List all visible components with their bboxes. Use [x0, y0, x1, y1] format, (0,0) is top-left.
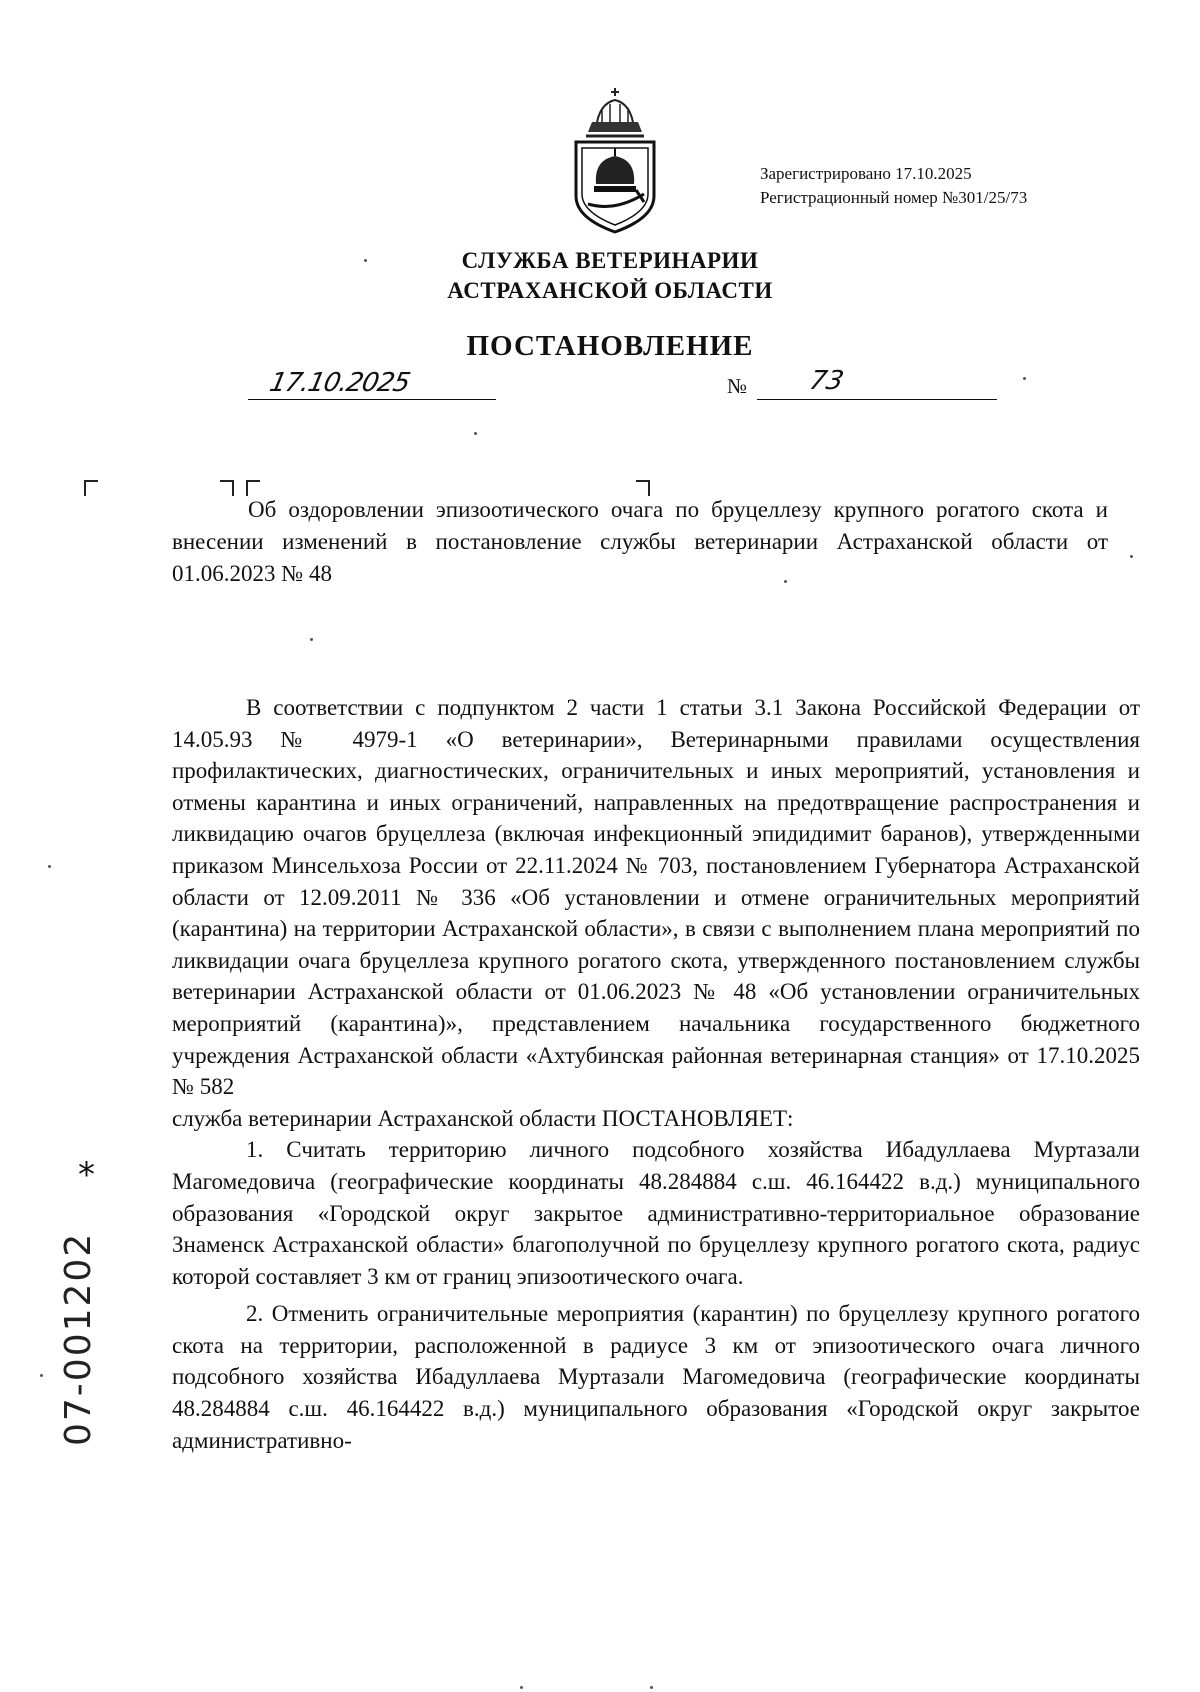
registration-date: Зарегистрировано 17.10.2025 [760, 164, 972, 183]
coat-of-arms-icon [566, 86, 664, 236]
scan-speck [48, 865, 51, 868]
scan-speck [1023, 377, 1026, 380]
margin-asterisk: * [78, 1155, 95, 1195]
bracket-corner [84, 480, 98, 496]
scan-speck [520, 1686, 523, 1689]
registration-stamp [760, 162, 1027, 210]
scan-speck [784, 580, 787, 583]
date-underline [248, 398, 496, 400]
item-1-paragraph: 1. Считать территорию личного подсобного хозяйства Ибадуллаева Муртазали Магомедовича (географические координаты 48.284884 с.ш. 46.164422 в.д.) муниципального образования «Городской округ закрытое административно-территориальное образование Знаменск Астраханской области» благополучной по бруцеллезу крупного рогатого скота, радиус которой составляет 3 км от границ эпизоотического очага. [172, 1137, 1140, 1289]
organization-name [300, 246, 920, 306]
scan-speck [1130, 555, 1133, 558]
scan-speck [40, 1374, 43, 1377]
margin-stamp-number: 07-001202 [58, 1231, 99, 1446]
scan-speck [310, 638, 313, 641]
scan-speck [650, 1686, 653, 1689]
document-subject: Об оздоровлении эпизоотического очага по бруцеллезу крупного рогатого скота и внесении изменений в постановление службы ветеринарии Астраханской области от 01.06.2023 № 48 [172, 497, 1108, 586]
scan-speck [364, 259, 367, 262]
org-line-1: СЛУЖБА ВЕТЕРИНАРИИ [461, 248, 759, 273]
item-2-paragraph: 2. Отменить ограничительные мероприятия (карантин) по бруцеллезу крупного рогатого скота на территории, расположенной в радиусе 3 км от эпизоотического очага личного подсобного хозяйства Ибадуллаева Муртазали Магомедовича (географические координаты 48.284884 с.ш. 46.164422 в.д.) муниципального образования «Городской округ закрытое административно- [172, 1301, 1140, 1453]
org-line-2: АСТРАХАНСКОЙ ОБЛАСТИ [447, 278, 773, 303]
document-number-handwritten: 73 [806, 366, 847, 396]
resolves-line: служба ветеринарии Астраханской области ПОСТАНОВЛЯЕТ: [172, 1105, 794, 1131]
registration-number: Регистрационный номер №301/25/73 [760, 188, 1028, 207]
scan-speck [474, 432, 477, 435]
document-date-handwritten: 17.10.2025 [266, 368, 413, 398]
number-sign: № [727, 374, 748, 398]
document-body [172, 692, 1140, 1456]
preamble-paragraph: В соответствии с подпунктом 2 части 1 статьи 3.1 Закона Российской Федерации от 14.05.93 № 4979-1 «О ветеринарии», Ветеринарными правилами осуществления профилактических, диагностических, ограничительных и иных мероприятий, установления и отмены карантина и иных ограничений, направленных на предотвращение распространения и ликвидацию очагов бруцеллеза (включая инфекционный эпидидимит баранов), утвержденными приказом Минсельхоза России от 22.11.2024 № 703, постановлением Губернатора Астраханской области от 12.09.2011 № 336 «Об установлении и отмене ограничительных мероприятий (карантина) на территории Астраханской области», в связи с выполнением плана мероприятий по ликвидации очага бруцеллеза крупного рогатого скота, утвержденного постановлением службы ветеринарии Астраханской области от 01.06.2023 № 48 «Об установлении ограничительных мероприятий (карантина)», представлением начальника государственного бюджетного учреждения Астраханской области «Ахтубинская районная ветеринарная станция» от 17.10.2025 № 582 [172, 695, 1140, 1100]
number-underline [757, 398, 997, 400]
document-type: ПОСТАНОВЛЕНИЕ [466, 330, 754, 362]
